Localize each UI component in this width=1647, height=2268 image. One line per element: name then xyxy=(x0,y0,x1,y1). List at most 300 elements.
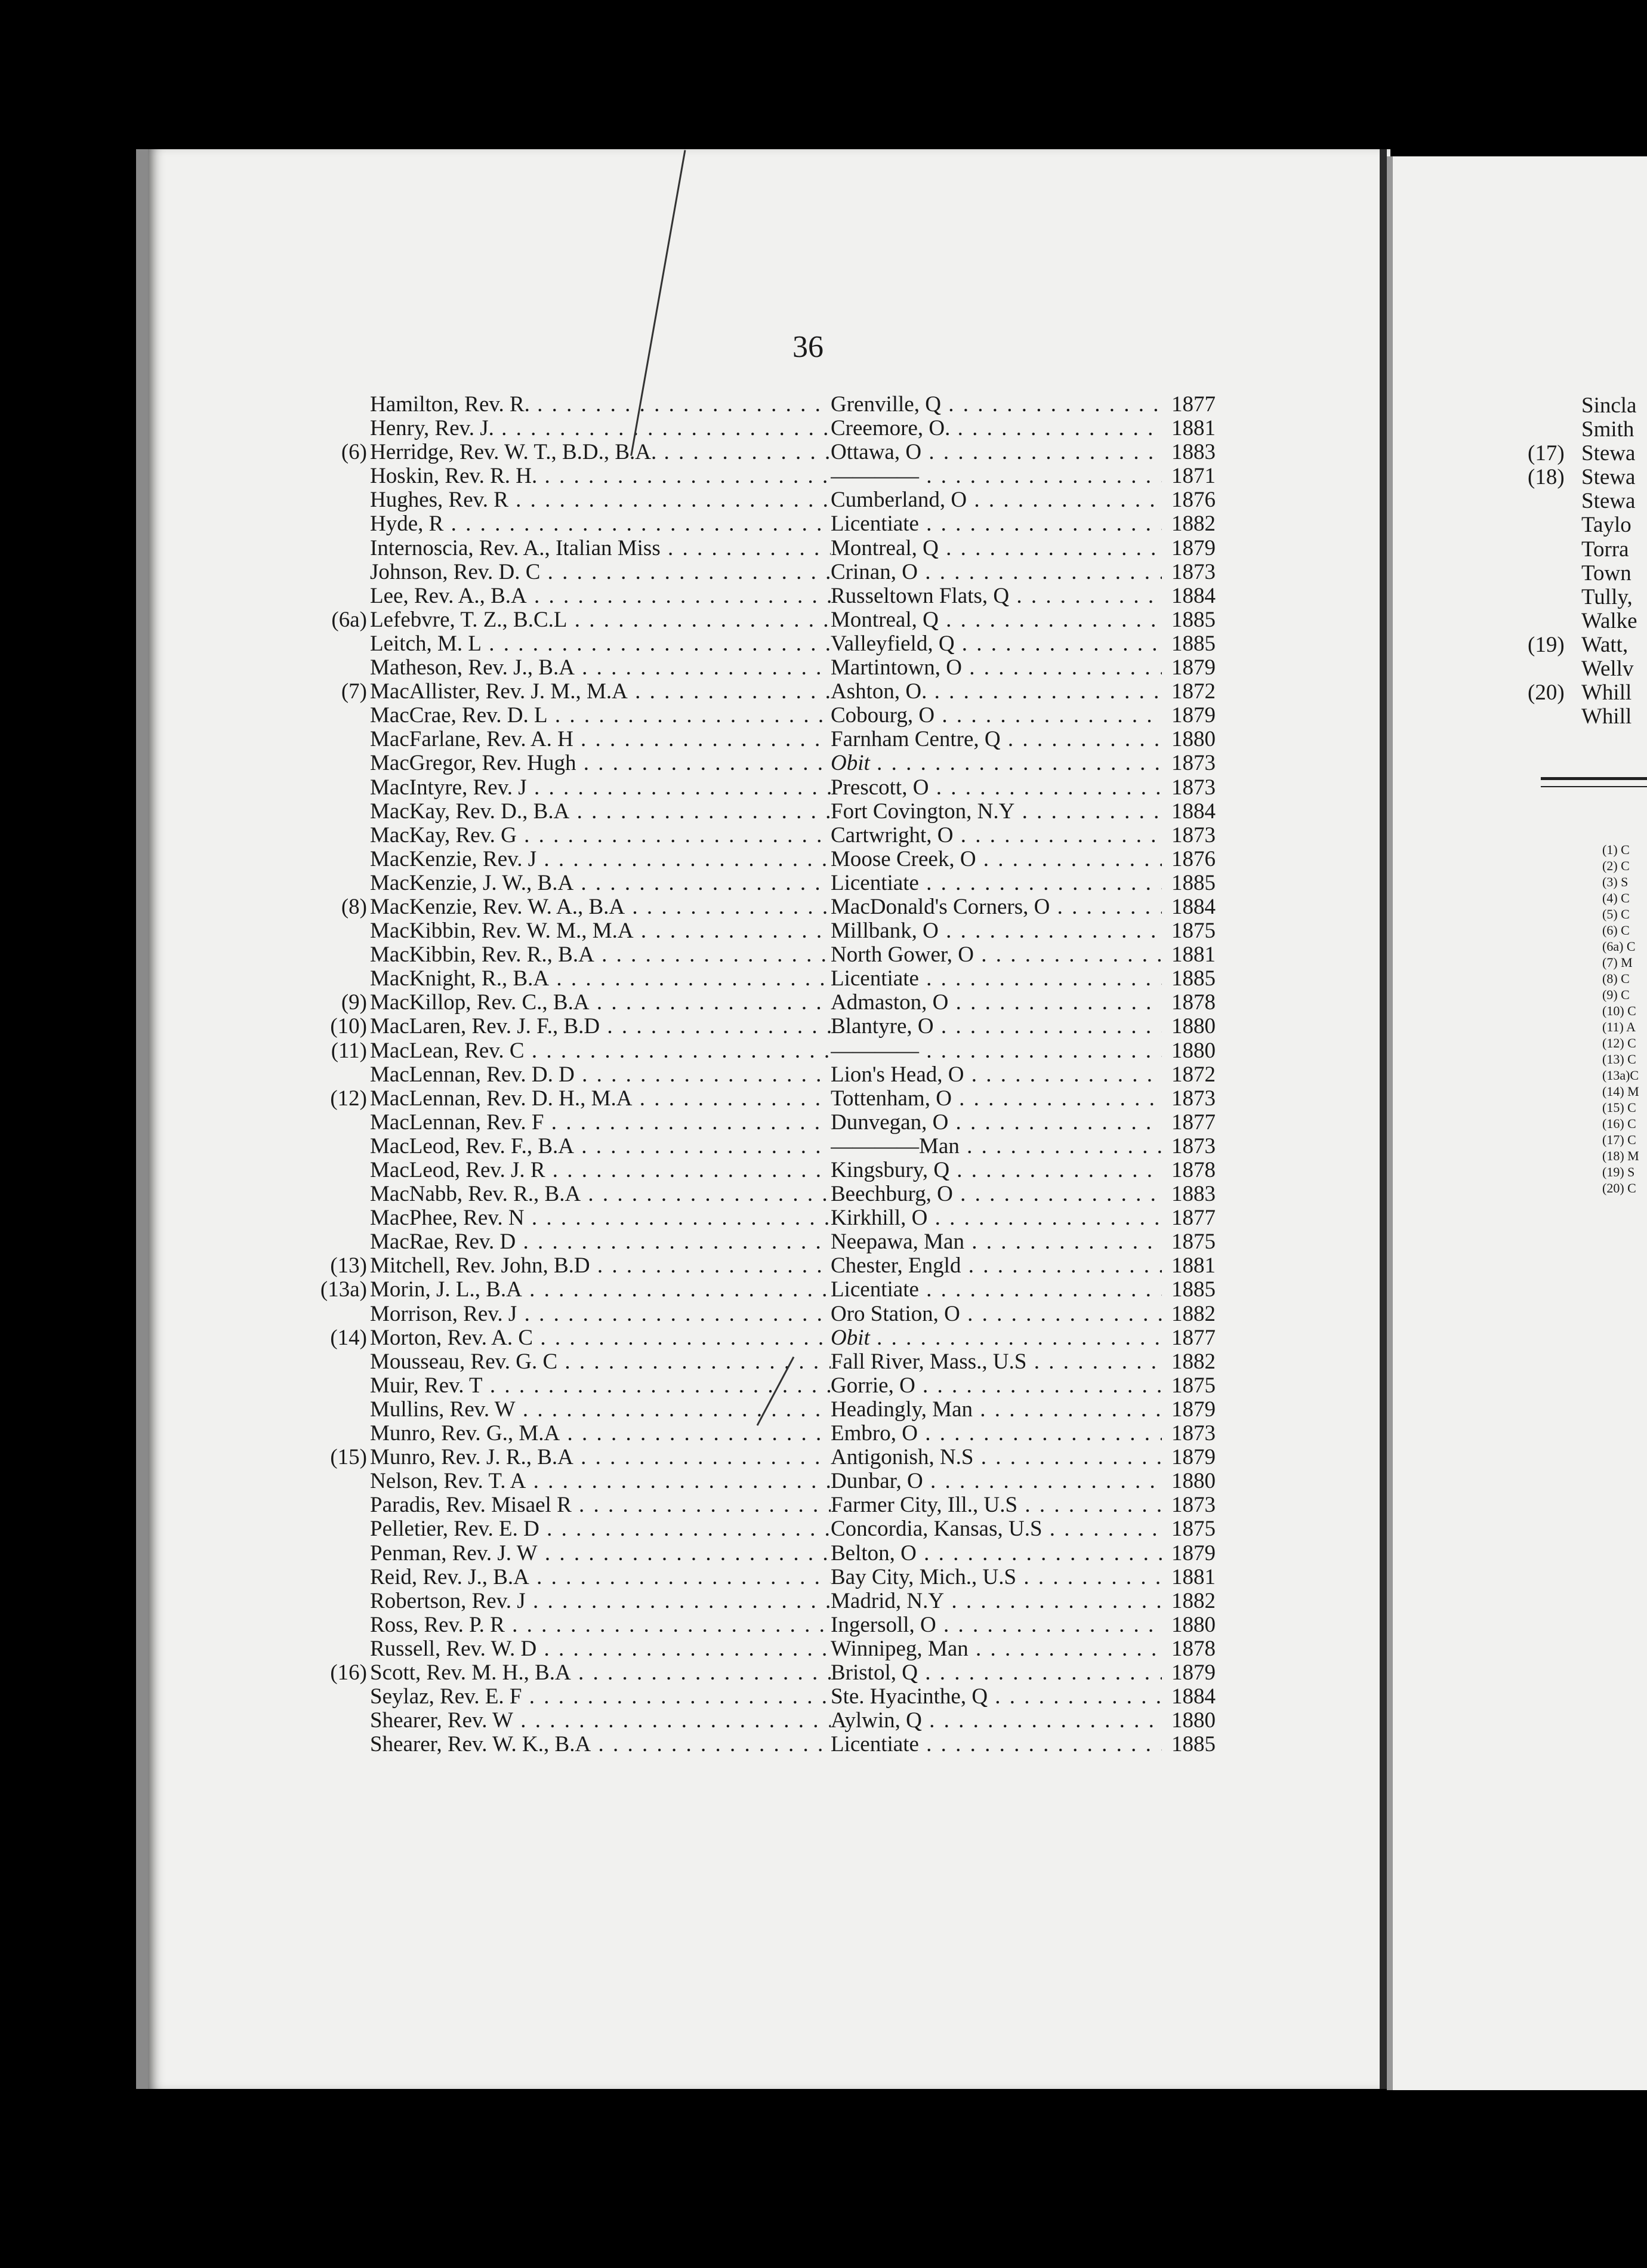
table-row xyxy=(370,1733,1217,1757)
entry-name: Tully, xyxy=(1581,584,1633,609)
entry-name: Hamilton, Rev. R. . . . xyxy=(370,393,831,417)
footnote-item: (14) M xyxy=(1602,1084,1639,1099)
footnote-item: (5) C xyxy=(1602,907,1630,922)
entry-year: 1880 xyxy=(1171,1708,1216,1733)
entry-place: Licentiate . . . xyxy=(831,871,1162,895)
table-row xyxy=(370,1158,1217,1182)
footnote-ref: (9) xyxy=(341,990,367,1015)
entry-year: 1883 xyxy=(1171,1182,1216,1207)
entry-year: 1877 xyxy=(1171,392,1216,417)
entry-name: MacKenzie, J. W., B.A . . . xyxy=(370,871,831,895)
entry-place: Beechburg, O . . . xyxy=(831,1182,1162,1206)
entry-name: Walke xyxy=(1581,608,1637,633)
footnote-item: (16) C xyxy=(1602,1116,1636,1131)
entry-place: Concordia, Kansas, U.S . . . xyxy=(831,1517,1162,1541)
entry-place: Tottenham, O . . . xyxy=(831,1087,1162,1111)
footnote-item: (2) C xyxy=(1602,858,1630,873)
table-row xyxy=(370,1182,1217,1206)
entry-name: MacKenzie, Rev. W. A., B.A . . . xyxy=(370,895,831,919)
entry-year: 1875 xyxy=(1171,1373,1216,1398)
entry-place: Admaston, O . . . xyxy=(831,991,1162,1015)
right-page-entry-list xyxy=(1528,393,1637,729)
entry-name: Whill xyxy=(1581,680,1632,705)
table-row xyxy=(370,751,1217,775)
footnote-ref: (13a) xyxy=(320,1277,367,1302)
footnote-ref: (8) xyxy=(341,894,367,919)
table-row xyxy=(370,943,1217,967)
list-item xyxy=(1581,562,1637,586)
entry-name: MacIntyre, Rev. J . . . xyxy=(370,776,831,800)
entry-name: MacLeod, Rev. F., B.A . . . xyxy=(370,1135,831,1158)
list-item xyxy=(1581,538,1637,562)
entry-place: Aylwin, Q . . . xyxy=(831,1709,1162,1733)
entry-place: Bay City, Mich., U.S . . . xyxy=(831,1566,1162,1589)
table-row xyxy=(370,1637,1217,1661)
entry-year: 1877 xyxy=(1171,1325,1216,1350)
entry-year: 1880 xyxy=(1171,1469,1216,1494)
entry-name: Town xyxy=(1581,560,1631,586)
table-row xyxy=(370,1709,1217,1733)
entry-year: 1873 xyxy=(1171,822,1216,848)
entry-place: Russeltown Flats, Q . . . xyxy=(831,584,1162,608)
entry-year: 1885 xyxy=(1171,1277,1216,1302)
entry-name: Mullins, Rev. W . . . xyxy=(370,1398,831,1422)
entry-name: Shearer, Rev. W . . . xyxy=(370,1709,831,1733)
list-item xyxy=(1581,489,1637,513)
footnote-ref: (18) xyxy=(1528,465,1565,490)
entry-name: MacPhee, Rev. N . . . xyxy=(370,1206,831,1230)
entry-place: Neepawa, Man . . . xyxy=(831,1230,1162,1254)
entry-place: Ste. Hyacinthe, Q . . . xyxy=(831,1685,1162,1709)
entry-name: Hoskin, Rev. R. H. . . . xyxy=(370,464,831,488)
entry-name: Hyde, R . . . xyxy=(370,512,831,536)
footnote-item: (8) C xyxy=(1602,971,1630,986)
table-row xyxy=(370,728,1217,751)
entry-place: Embro, O . . . xyxy=(831,1422,1162,1446)
footnote-item: (9) C xyxy=(1602,987,1630,1002)
table-row xyxy=(370,967,1217,991)
entry-year: 1877 xyxy=(1171,1110,1216,1135)
entry-year: 1882 xyxy=(1171,1301,1216,1326)
footnote-item: (13) C xyxy=(1602,1052,1636,1067)
table-row xyxy=(330,1660,1217,1685)
entry-place: Martintown, O . . . xyxy=(831,656,1162,680)
entry-year: 1879 xyxy=(1171,535,1216,560)
entry-place: ———— . . . xyxy=(831,464,1162,488)
entry-name: Smith xyxy=(1581,417,1634,442)
table-row xyxy=(370,776,1217,800)
entry-name: Munro, Rev. J. R., B.A . . . xyxy=(370,1446,831,1469)
footnote-item: (12) C xyxy=(1602,1036,1636,1050)
entry-year: 1880 xyxy=(1171,727,1216,752)
entry-year: 1881 xyxy=(1171,1253,1216,1278)
entry-place: ———— . . . xyxy=(831,1039,1162,1063)
entry-place: MacDonald's Corners, O . . . xyxy=(831,895,1162,919)
table-row xyxy=(370,1374,1217,1398)
entry-year: 1884 xyxy=(1171,799,1216,824)
table-row xyxy=(370,560,1217,584)
entry-place: Millbank, O . . . xyxy=(831,919,1162,943)
footnote-ref: (17) xyxy=(1528,441,1565,466)
footnote-item: (1) C xyxy=(1602,842,1630,857)
entry-name: Seylaz, Rev. E. F . . . xyxy=(370,1685,831,1709)
footnote-ref: (7) xyxy=(341,679,367,704)
footnote-item: (4) C xyxy=(1602,890,1630,905)
footnote-ref: (12) xyxy=(330,1086,367,1111)
table-row xyxy=(370,704,1217,728)
table-row xyxy=(370,1063,1217,1087)
entry-name: Scott, Rev. M. H., B.A . . . xyxy=(370,1661,831,1685)
entry-name: Johnson, Rev. D. C . . . xyxy=(370,560,831,584)
entry-year: 1879 xyxy=(1171,1660,1216,1685)
table-row xyxy=(341,679,1217,704)
table-row xyxy=(370,537,1217,560)
entry-name: MacKillop, Rev. C., B.A . . . xyxy=(370,991,831,1015)
entry-place: Blantyre, O . . . xyxy=(831,1015,1162,1039)
entry-place: Fall River, Mass., U.S . . . xyxy=(831,1350,1162,1374)
table-row xyxy=(370,1517,1217,1541)
entry-year: 1879 xyxy=(1171,655,1216,680)
entry-place: Winnipeg, Man . . . xyxy=(831,1637,1162,1661)
entry-name: Stewa xyxy=(1581,465,1636,490)
footnote-item: (15) C xyxy=(1602,1100,1636,1115)
entry-year: 1873 xyxy=(1171,1086,1216,1111)
entry-name: Watt, xyxy=(1581,632,1629,657)
table-row xyxy=(330,1445,1217,1470)
table-row xyxy=(331,1038,1217,1063)
entry-place: Ottawa, O . . . xyxy=(831,440,1162,464)
footnote-ref: (14) xyxy=(330,1325,367,1350)
table-row xyxy=(341,990,1217,1015)
entry-year: 1880 xyxy=(1171,1038,1216,1063)
entry-year: 1879 xyxy=(1171,1540,1216,1566)
entry-name: Paradis, Rev. Misael R . . . xyxy=(370,1493,831,1517)
entry-place: Crinan, O . . . xyxy=(831,560,1162,584)
footnote-item: (3) S xyxy=(1602,874,1629,889)
entry-place: Dunbar, O . . . xyxy=(831,1469,1162,1493)
entry-name: Lefebvre, T. Z., B.C.L . . . xyxy=(370,608,831,632)
footnote-item: (6) C xyxy=(1602,923,1630,938)
entry-place: Obit . . . xyxy=(831,751,1162,775)
entry-place: Licentiate . . . xyxy=(831,1733,1162,1757)
table-row xyxy=(370,1685,1217,1709)
entry-year: 1873 xyxy=(1171,1133,1216,1158)
table-row xyxy=(330,1325,1217,1350)
entry-place: Gorrie, O . . . xyxy=(831,1374,1162,1398)
table-row xyxy=(370,1135,1217,1158)
table-row xyxy=(370,1469,1217,1493)
entry-place: Madrid, N.Y . . . xyxy=(831,1589,1162,1613)
entry-name: Morin, J. L., B.A . . . xyxy=(370,1278,831,1302)
entry-place: Grenville, Q . . . xyxy=(831,393,1162,417)
entry-place: Headingly, Man . . . xyxy=(831,1398,1162,1422)
entry-year: 1885 xyxy=(1171,966,1216,991)
entry-name: Stewa xyxy=(1581,441,1636,466)
footnote-item: (17) C xyxy=(1602,1132,1636,1147)
footnote-ref: (13) xyxy=(330,1253,367,1278)
table-row xyxy=(370,1422,1217,1446)
footnote-ref: (19) xyxy=(1528,632,1565,657)
entry-place: ————Man . . . xyxy=(831,1135,1162,1158)
list-item xyxy=(1581,418,1637,442)
table-row xyxy=(370,1493,1217,1517)
footnote-item: (18) M xyxy=(1602,1148,1639,1163)
entry-name: MacKibbin, Rev. W. M., M.A . . . xyxy=(370,919,831,943)
entry-place: Montreal, Q . . . xyxy=(831,608,1162,632)
entry-name: MacKnight, R., B.A . . . xyxy=(370,967,831,991)
entry-name: MacAllister, Rev. J. M., M.A . . . xyxy=(370,680,831,704)
right-page-rule xyxy=(1541,777,1647,787)
table-row xyxy=(370,848,1217,871)
footnote-ref: (16) xyxy=(330,1660,367,1685)
table-row xyxy=(370,464,1217,488)
entry-name: Ross, Rev. P. R . . . xyxy=(370,1613,831,1637)
entry-place: Belton, O . . . xyxy=(831,1542,1162,1566)
entry-year: 1881 xyxy=(1171,1564,1216,1589)
entry-name: MacKay, Rev. D., B.A . . . xyxy=(370,800,831,824)
entry-year: 1884 xyxy=(1171,1684,1216,1709)
table-row xyxy=(370,800,1217,824)
entry-name: Morrison, Rev. J . . . xyxy=(370,1302,831,1326)
list-item xyxy=(1581,705,1637,729)
table-row xyxy=(370,584,1217,608)
entry-name: Mousseau, Rev. G. C . . . xyxy=(370,1350,831,1374)
entry-name: Nelson, Rev. T. A . . . xyxy=(370,1469,831,1493)
footnote-ref: (6) xyxy=(341,440,367,465)
entry-year: 1879 xyxy=(1171,1445,1216,1470)
list-item xyxy=(1581,586,1637,609)
entry-place: Creemore, O. . . . xyxy=(831,417,1162,440)
footnote-ref: (6a) xyxy=(331,607,367,632)
entry-name: Internoscia, Rev. A., Italian Miss . . . xyxy=(370,537,831,560)
entry-year: 1878 xyxy=(1171,1158,1216,1182)
entry-place: Montreal, Q . . . xyxy=(831,537,1162,560)
list-item xyxy=(1581,513,1637,537)
entry-place: Antigonish, N.S . . . xyxy=(831,1446,1162,1469)
entry-year: 1882 xyxy=(1171,511,1216,537)
footnote-ref: (10) xyxy=(330,1014,367,1039)
entry-list xyxy=(320,392,1217,1757)
entry-year: 1876 xyxy=(1171,488,1216,513)
list-item xyxy=(1581,657,1637,681)
entry-year: 1882 xyxy=(1171,1349,1216,1374)
entry-year: 1875 xyxy=(1171,1517,1216,1542)
entry-place: North Gower, O . . . xyxy=(831,943,1162,967)
entry-name: Stewa xyxy=(1581,489,1636,514)
table-row xyxy=(370,1302,1217,1326)
entry-year: 1884 xyxy=(1171,894,1216,919)
entry-place: Kirkhill, O . . . xyxy=(831,1206,1162,1230)
entry-place: Dunvegan, O . . . xyxy=(831,1111,1162,1135)
entry-year: 1880 xyxy=(1171,1612,1216,1637)
entry-place: Licentiate . . . xyxy=(831,1278,1162,1302)
list-item xyxy=(1528,632,1637,657)
table-row xyxy=(370,632,1217,656)
entry-place: Cartwright, O . . . xyxy=(831,824,1162,848)
entry-year: 1878 xyxy=(1171,990,1216,1015)
entry-name: Munro, Rev. G., M.A . . . xyxy=(370,1422,831,1446)
entry-year: 1884 xyxy=(1171,583,1216,608)
entry-year: 1873 xyxy=(1171,559,1216,584)
entry-name: Muir, Rev. T . . . xyxy=(370,1374,831,1398)
footnote-ref: (11) xyxy=(331,1038,367,1063)
entry-place: Lion's Head, O . . . xyxy=(831,1063,1162,1087)
entry-year: 1879 xyxy=(1171,703,1216,728)
entry-place: Obit . . . xyxy=(831,1326,1162,1350)
entry-year: 1883 xyxy=(1171,440,1216,465)
entry-place: Cumberland, O . . . xyxy=(831,488,1162,512)
entry-name: Hughes, Rev. R . . . xyxy=(370,488,831,512)
entry-name: Leitch, M. L . . . xyxy=(370,632,831,656)
table-row xyxy=(370,919,1217,943)
entry-name: Morton, Rev. A. C . . . xyxy=(370,1326,831,1350)
entry-year: 1885 xyxy=(1171,631,1216,656)
footnote-item: (19) S xyxy=(1602,1164,1635,1179)
entry-name: Reid, Rev. J., B.A . . . xyxy=(370,1566,831,1589)
entry-name: MacKenzie, Rev. J . . . xyxy=(370,848,831,871)
list-item xyxy=(1528,465,1637,490)
right-page-notes xyxy=(1602,842,1639,1196)
entry-name: MacKay, Rev. G . . . xyxy=(370,824,831,848)
entry-name: Wellv xyxy=(1581,657,1634,682)
entry-year: 1873 xyxy=(1171,751,1216,776)
list-item xyxy=(1581,609,1637,633)
entry-place: Farnham Centre, Q . . . xyxy=(831,728,1162,751)
entry-place: Licentiate . . . xyxy=(831,512,1162,536)
entry-name: MacGregor, Rev. Hugh . . . xyxy=(370,751,831,775)
entry-name: MacLeod, Rev. J. R . . . xyxy=(370,1158,831,1182)
page-number: 36 xyxy=(792,330,824,364)
table-row xyxy=(320,1277,1217,1302)
entry-place: Farmer City, Ill., U.S . . . xyxy=(831,1493,1162,1517)
list-item xyxy=(1528,441,1637,466)
entry-year: 1880 xyxy=(1171,1014,1216,1039)
entry-year: 1875 xyxy=(1171,919,1216,944)
entry-name: Henry, Rev. J. . . . xyxy=(370,417,831,440)
table-row xyxy=(370,871,1217,895)
entry-year: 1882 xyxy=(1171,1588,1216,1613)
footnote-item: (7) M xyxy=(1602,955,1633,970)
entry-place: Chester, Engld . . . xyxy=(831,1254,1162,1278)
entry-name: Lee, Rev. A., B.A . . . xyxy=(370,584,831,608)
entry-year: 1876 xyxy=(1171,846,1216,871)
entry-year: 1873 xyxy=(1171,1421,1216,1446)
entry-year: 1881 xyxy=(1171,942,1216,967)
table-row xyxy=(370,656,1217,680)
table-row xyxy=(331,607,1217,632)
table-row xyxy=(370,1398,1217,1422)
entry-name: Taylo xyxy=(1581,513,1631,538)
entry-place: Valleyfield, Q . . . xyxy=(831,632,1162,656)
entry-year: 1878 xyxy=(1171,1636,1216,1661)
entry-year: 1877 xyxy=(1171,1206,1216,1231)
entry-name: Robertson, Rev. J . . . xyxy=(370,1589,831,1613)
table-row xyxy=(370,417,1217,440)
entry-year: 1871 xyxy=(1171,464,1216,489)
entry-name: Herridge, Rev. W. T., B.D., B.A. . . . xyxy=(370,440,831,464)
footnote-item: (6a) C xyxy=(1602,939,1636,954)
entry-place: Kingsbury, Q . . . xyxy=(831,1158,1162,1182)
table-row xyxy=(370,1206,1217,1230)
book-gutter xyxy=(1380,149,1387,2089)
entry-name: Sincla xyxy=(1581,393,1637,418)
entry-year: 1873 xyxy=(1171,1493,1216,1518)
entry-place: Oro Station, O . . . xyxy=(831,1302,1162,1326)
entry-name: MacLennan, Rev. D. H., M.A . . . xyxy=(370,1087,831,1111)
table-row xyxy=(370,488,1217,512)
entry-place: Ashton, O. . . . xyxy=(831,680,1162,704)
entry-name: Penman, Rev. J. W . . . xyxy=(370,1542,831,1566)
entry-name: MacLaren, Rev. J. F., B.D . . . xyxy=(370,1015,831,1039)
table-row xyxy=(330,1014,1217,1039)
entry-year: 1879 xyxy=(1171,1397,1216,1422)
entry-year: 1885 xyxy=(1171,1732,1216,1757)
entry-place: Licentiate . . . xyxy=(831,967,1162,991)
table-row xyxy=(330,1086,1217,1111)
entry-place: Cobourg, O . . . xyxy=(831,704,1162,728)
entry-name: Matheson, Rev. J., B.A . . . xyxy=(370,656,831,680)
table-row xyxy=(341,440,1217,465)
entry-year: 1881 xyxy=(1171,416,1216,441)
table-row xyxy=(370,1613,1217,1637)
entry-name: Pelletier, Rev. E. D . . . xyxy=(370,1517,831,1541)
table-row xyxy=(330,1253,1217,1278)
entry-year: 1872 xyxy=(1171,1062,1216,1087)
footnote-item: (10) C xyxy=(1602,1003,1636,1018)
table-row xyxy=(370,1589,1217,1613)
list-item xyxy=(1528,680,1637,705)
footnote-item: (20) C xyxy=(1602,1181,1636,1195)
table-row xyxy=(370,1542,1217,1566)
table-row xyxy=(370,1230,1217,1254)
entry-place: Fort Covington, N.Y . . . xyxy=(831,800,1162,824)
table-row xyxy=(341,894,1217,919)
entry-name: Mitchell, Rev. John, B.D . . . xyxy=(370,1254,831,1278)
entry-place: Moose Creek, O . . . xyxy=(831,848,1162,871)
entry-year: 1872 xyxy=(1171,679,1216,704)
entry-year: 1885 xyxy=(1171,607,1216,632)
entry-name: MacNabb, Rev. R., B.A . . . xyxy=(370,1182,831,1206)
entry-place: Ingersoll, O . . . xyxy=(831,1613,1162,1637)
entry-name: Torra xyxy=(1581,537,1629,562)
entry-name: MacCrae, Rev. D. L . . . xyxy=(370,704,831,728)
footnote-item: (13a)C xyxy=(1602,1068,1639,1083)
entry-name: Russell, Rev. W. D . . . xyxy=(370,1637,831,1661)
footnote-ref: (20) xyxy=(1528,680,1565,705)
entry-year: 1875 xyxy=(1171,1229,1216,1255)
entry-name: Shearer, Rev. W. K., B.A . . . xyxy=(370,1733,831,1757)
table-row xyxy=(370,824,1217,848)
table-row xyxy=(370,512,1217,536)
entry-name: MacRae, Rev. D . . . xyxy=(370,1230,831,1254)
entry-year: 1885 xyxy=(1171,870,1216,895)
table-row xyxy=(370,1566,1217,1589)
list-item xyxy=(1581,394,1637,418)
footnote-item: (11) A xyxy=(1602,1019,1636,1034)
entry-place: Prescott, O . . . xyxy=(831,776,1162,800)
entry-name: Whill xyxy=(1581,704,1632,729)
entry-name: MacKibbin, Rev. R., B.A . . . xyxy=(370,943,831,967)
entry-place: Bristol, Q . . . xyxy=(831,1661,1162,1685)
table-row xyxy=(370,1111,1217,1135)
table-row xyxy=(370,393,1217,417)
table-row xyxy=(370,1350,1217,1374)
entry-year: 1873 xyxy=(1171,775,1216,800)
entry-name: MacLennan, Rev. F . . . xyxy=(370,1111,831,1135)
entry-name: MacFarlane, Rev. A. H . . . xyxy=(370,728,831,751)
footnote-ref: (15) xyxy=(330,1445,367,1470)
entry-name: MacLennan, Rev. D. D . . . xyxy=(370,1063,831,1087)
